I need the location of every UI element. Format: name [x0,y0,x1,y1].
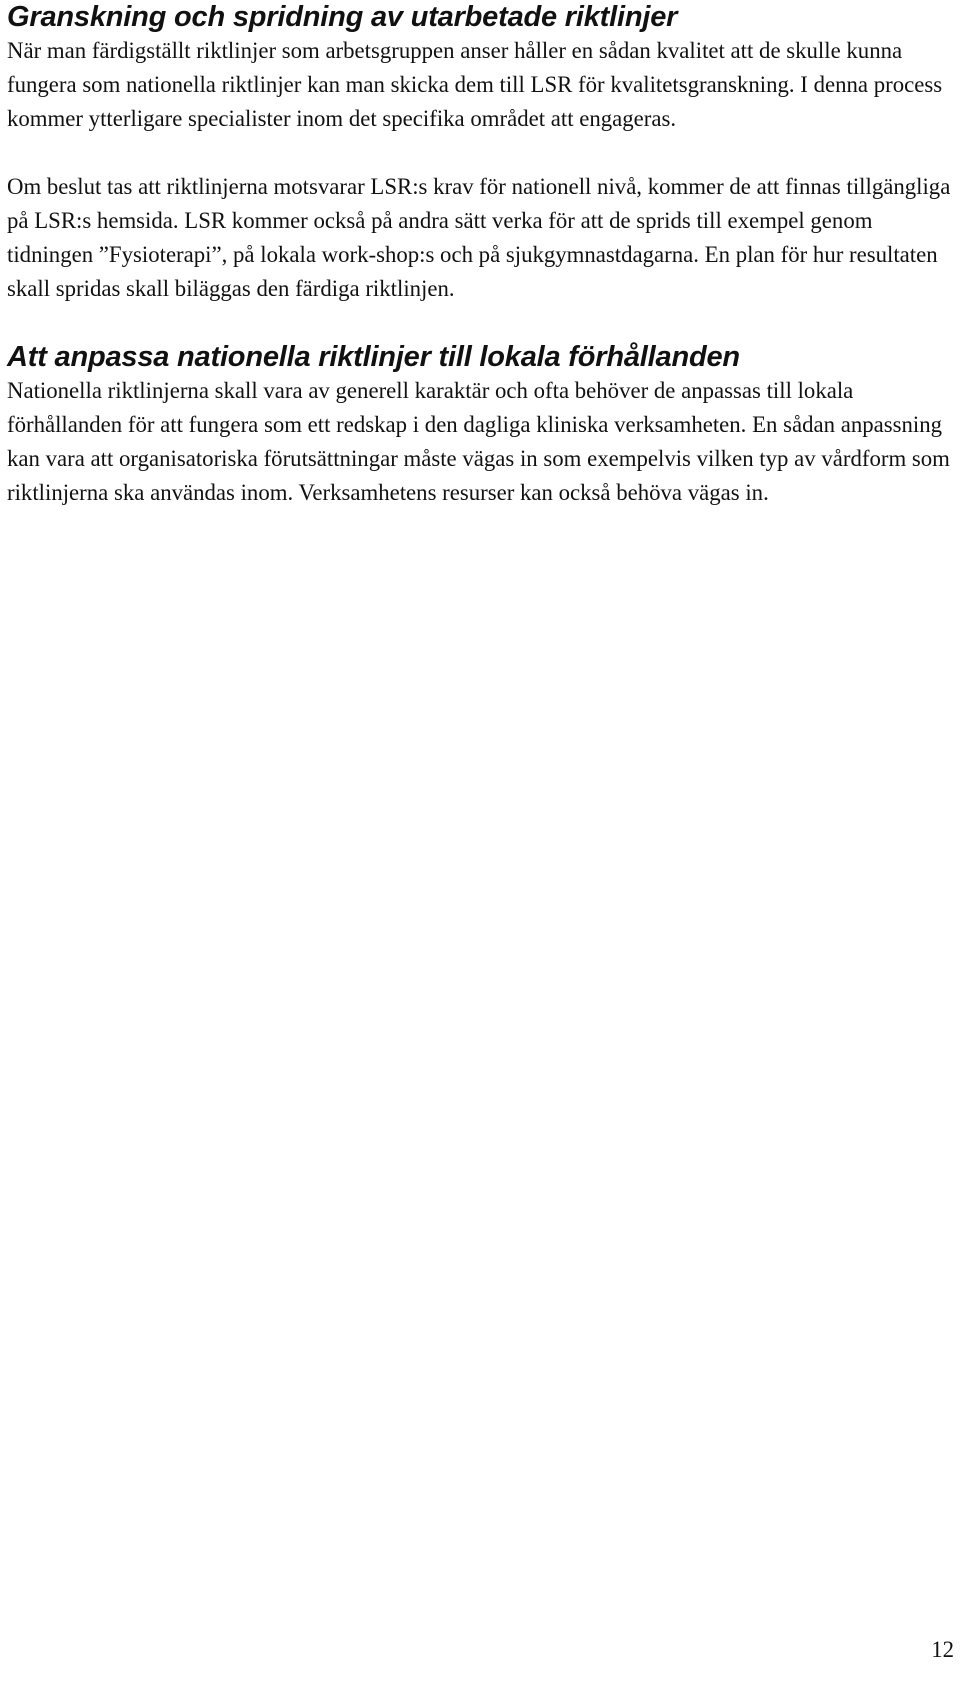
section-granskning [7,0,953,306]
section-paragraph: När man färdigställt riktlinjer som arbetsgruppen anser håller en sådan kvalitet att de skulle kunna fungera som nationella riktlinjer kan man skicka dem till LSR för kvalitetsgranskning. I denna process kommer ytterligare specialister inom det specifika området att engageras. [7,38,943,131]
section-paragraph: Om beslut tas att riktlinjerna motsvarar LSR:s krav för nationell nivå, kommer de att finnas tillgängliga på LSR:s hemsida. LSR kommer också på andra sätt verka för att de sprids till exempel genom tidningen ”Fysioterapi”, på lokala work-shop:s och på sjukgymnastdagarna. En plan för hur resultaten skall spridas skall biläggas den färdiga riktlinjen. [7,174,951,301]
section-anpassa [7,340,953,510]
document-page [7,0,953,510]
section-heading: Granskning och spridning av utarbetade riktlinjer [7,1,678,33]
page-number: 12 [931,1637,954,1662]
section-paragraph: Nationella riktlinjerna skall vara av generell karaktär och ofta behöver de anpassas till lokala förhållanden för att fungera som ett redskap i den dagliga kliniska verksamheten. En sådan anpassning kan vara att organisatoriska förutsättningar måste vägas in som exempelvis vilken typ av vårdform som riktlinjerna ska användas inom. Verksamhetens resurser kan också behöva vägas in. [7,378,950,505]
section-heading: Att anpassa nationella riktlinjer till lokala förhållanden [7,341,740,373]
